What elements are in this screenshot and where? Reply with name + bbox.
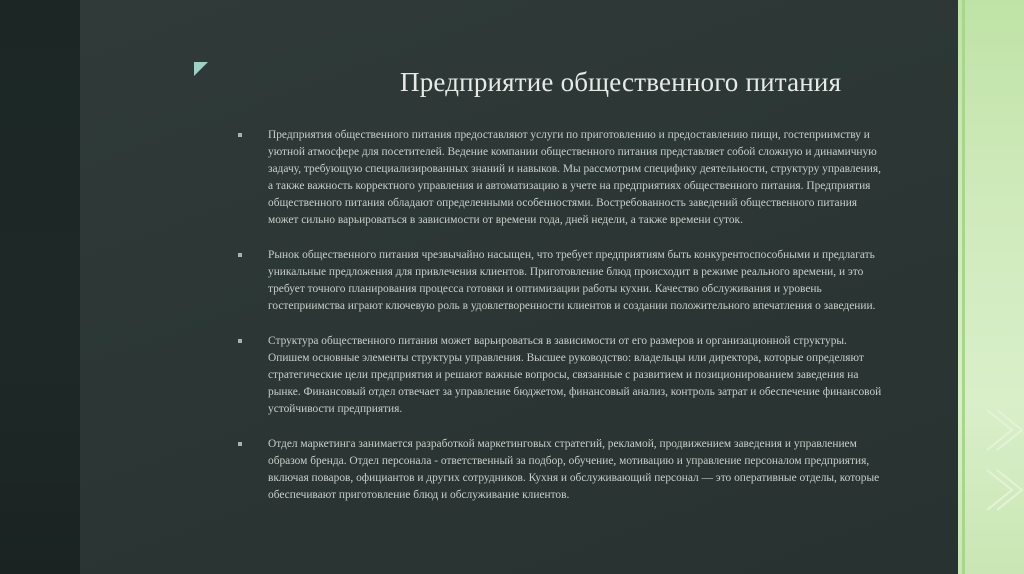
corner-triangle-icon xyxy=(194,62,208,76)
list-item xyxy=(238,127,884,229)
bullet-square-icon xyxy=(238,253,242,257)
list-item xyxy=(238,333,884,418)
left-dark-band xyxy=(0,0,80,574)
slide-title: Предприятие общественного питания xyxy=(400,67,842,97)
bullet-text: Рынок общественного питания чрезвычайно насыщен, что требует предприятиям быть конкурентоспособными и предлагать уникальные предложения для привлечения клиентов. Приготовление блюд происходит в режиме реального времени, и это требует точного планирования процесса готовки и оптимизации работы кухни. Качество обслуживания и уровень гостеприимства играют ключевую роль в удовлетворенности клиентов и создании положительного впечатления о заведении. xyxy=(268,249,876,312)
bullet-text: Предприятия общественного питания предоставляют услуги по приготовлению и предоставлению пищи, гостеприимству и уютной атмосфере для посетителей. Ведение компании общественного питания представляет собой сложную и динамичную задачу, требующую специализированных знаний и навыков. Мы рассмотрим специфику деятельности, структуру управления, а также важность корректного управления и автоматизацию в учете на предприятиях общественного питания. Предприятия общественного питания обладают определенными особенностями. Востребованность заведений общественного питания может сильно варьироваться в зависимости от времени года, дней недели, а также времени суток. xyxy=(268,129,881,226)
bullet-square-icon xyxy=(238,339,242,343)
accent-stripe xyxy=(962,0,965,574)
list-item xyxy=(238,436,884,504)
bullet-square-icon xyxy=(238,133,242,137)
bullet-square-icon xyxy=(238,442,242,446)
bullet-text: Структура общественного питания может варьироваться в зависимости от его размеров и организационной структуры. Опишем основные элементы структуры управления. Высшее руководство: владельцы или директора, которые определяют стратегические цели предприятия и решают важные вопросы, связанные с развитием и позиционированием заведения на рынке. Финансовый отдел отвечает за управление бюджетом, финансовый анализ, контроль затрат и обеспечение финансовой устойчивости предприятия. xyxy=(268,335,882,415)
list-item xyxy=(238,247,884,315)
right-green-band xyxy=(958,0,1024,574)
bullet-text: Отдел маркетинга занимается разработкой маркетинговых стратегий, рекламой, продвижением заведения и управлением образом бренда. Отдел персонала - ответственный за подбор, обучение, мотивацию и управление персоналом предприятия, включая поваров, официантов и других сотрудников. Кухня и обслуживающий персонал — это оперативные отделы, которые обеспечивают приготовление блюд и обслуживание клиентов. xyxy=(268,438,880,501)
chevron-watermark-icon xyxy=(982,400,1024,540)
bullet-list xyxy=(238,127,884,522)
